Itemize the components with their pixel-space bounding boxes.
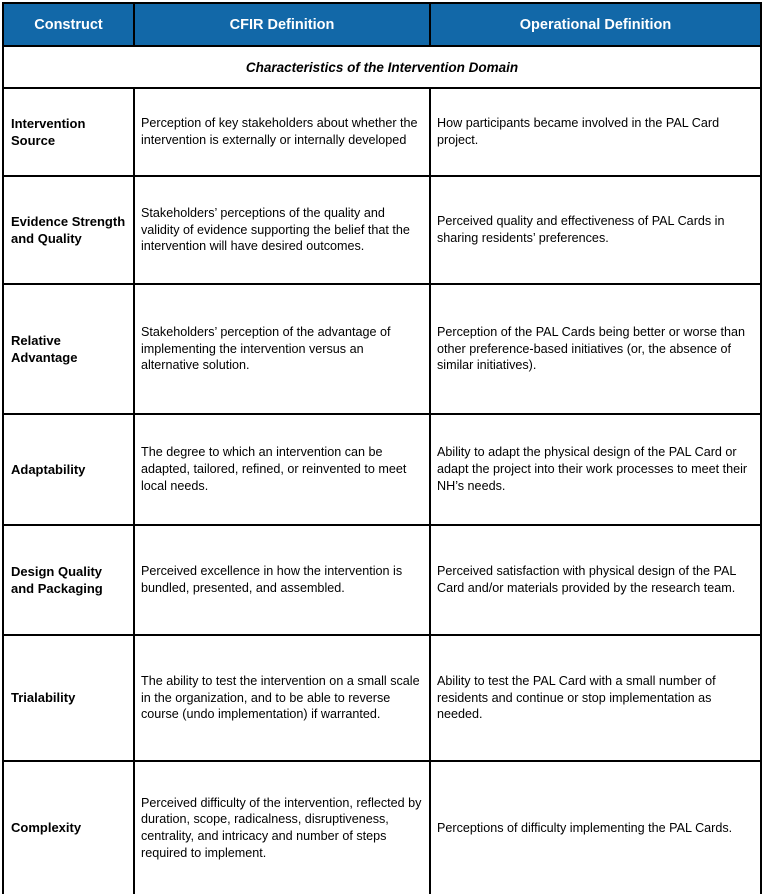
table-row xyxy=(3,88,761,176)
table-header xyxy=(3,3,761,46)
cell-construct: Design Quality and Packaging xyxy=(3,525,134,635)
cell-cfir-definition: The ability to test the intervention on a small scale in the organization, and to be able to reverse course (undo implementation) if warranted. xyxy=(134,635,430,761)
table-row xyxy=(3,414,761,525)
cell-operational-definition: Perceived quality and effectiveness of PAL Cards in sharing residents’ preferences. xyxy=(430,176,761,284)
table-header-row xyxy=(3,3,761,46)
table-row xyxy=(3,176,761,284)
table-row xyxy=(3,635,761,761)
column-header-construct: Construct xyxy=(3,3,134,46)
cfir-construct-table xyxy=(2,2,762,894)
domain-section-label: Characteristics of the Intervention Domain xyxy=(3,46,761,88)
cell-operational-definition: Ability to test the PAL Card with a small number of residents and continue or stop implementation as needed. xyxy=(430,635,761,761)
table-row xyxy=(3,284,761,414)
domain-section-row xyxy=(3,46,761,88)
cell-operational-definition: Perceptions of difficulty implementing the PAL Cards. xyxy=(430,761,761,894)
cell-construct: Evidence Strength and Quality xyxy=(3,176,134,284)
cell-cfir-definition: Stakeholders’ perception of the advantage of implementing the intervention versus an alternative solution. xyxy=(134,284,430,414)
table-row xyxy=(3,525,761,635)
cell-operational-definition: Ability to adapt the physical design of the PAL Card or adapt the project into their work processes to meet their NH’s needs. xyxy=(430,414,761,525)
cell-cfir-definition: Perception of key stakeholders about whether the intervention is externally or internally developed xyxy=(134,88,430,176)
cell-construct: Complexity xyxy=(3,761,134,894)
cell-operational-definition: How participants became involved in the PAL Card project. xyxy=(430,88,761,176)
cell-operational-definition: Perceived satisfaction with physical design of the PAL Card and/or materials provided by the research team. xyxy=(430,525,761,635)
column-header-cfir-definition: CFIR Definition xyxy=(134,3,430,46)
cell-operational-definition: Perception of the PAL Cards being better or worse than other preference-based initiatives (or, the absence of similar initiatives). xyxy=(430,284,761,414)
table-row xyxy=(3,761,761,894)
cell-construct: Adaptability xyxy=(3,414,134,525)
cell-cfir-definition: The degree to which an intervention can be adapted, tailored, refined, or reinvented to meet local needs. xyxy=(134,414,430,525)
cell-cfir-definition: Perceived difficulty of the intervention, reflected by duration, scope, radicalness, disruptiveness, centrality, and intricacy and number of steps required to implement. xyxy=(134,761,430,894)
table-body xyxy=(3,46,761,894)
column-header-operational-definition: Operational Definition xyxy=(430,3,761,46)
cell-construct: Intervention Source xyxy=(3,88,134,176)
cell-construct: Relative Advantage xyxy=(3,284,134,414)
cell-cfir-definition: Perceived excellence in how the intervention is bundled, presented, and assembled. xyxy=(134,525,430,635)
cell-construct: Trialability xyxy=(3,635,134,761)
cell-cfir-definition: Stakeholders’ perceptions of the quality and validity of evidence supporting the belief that the intervention will have desired outcomes. xyxy=(134,176,430,284)
